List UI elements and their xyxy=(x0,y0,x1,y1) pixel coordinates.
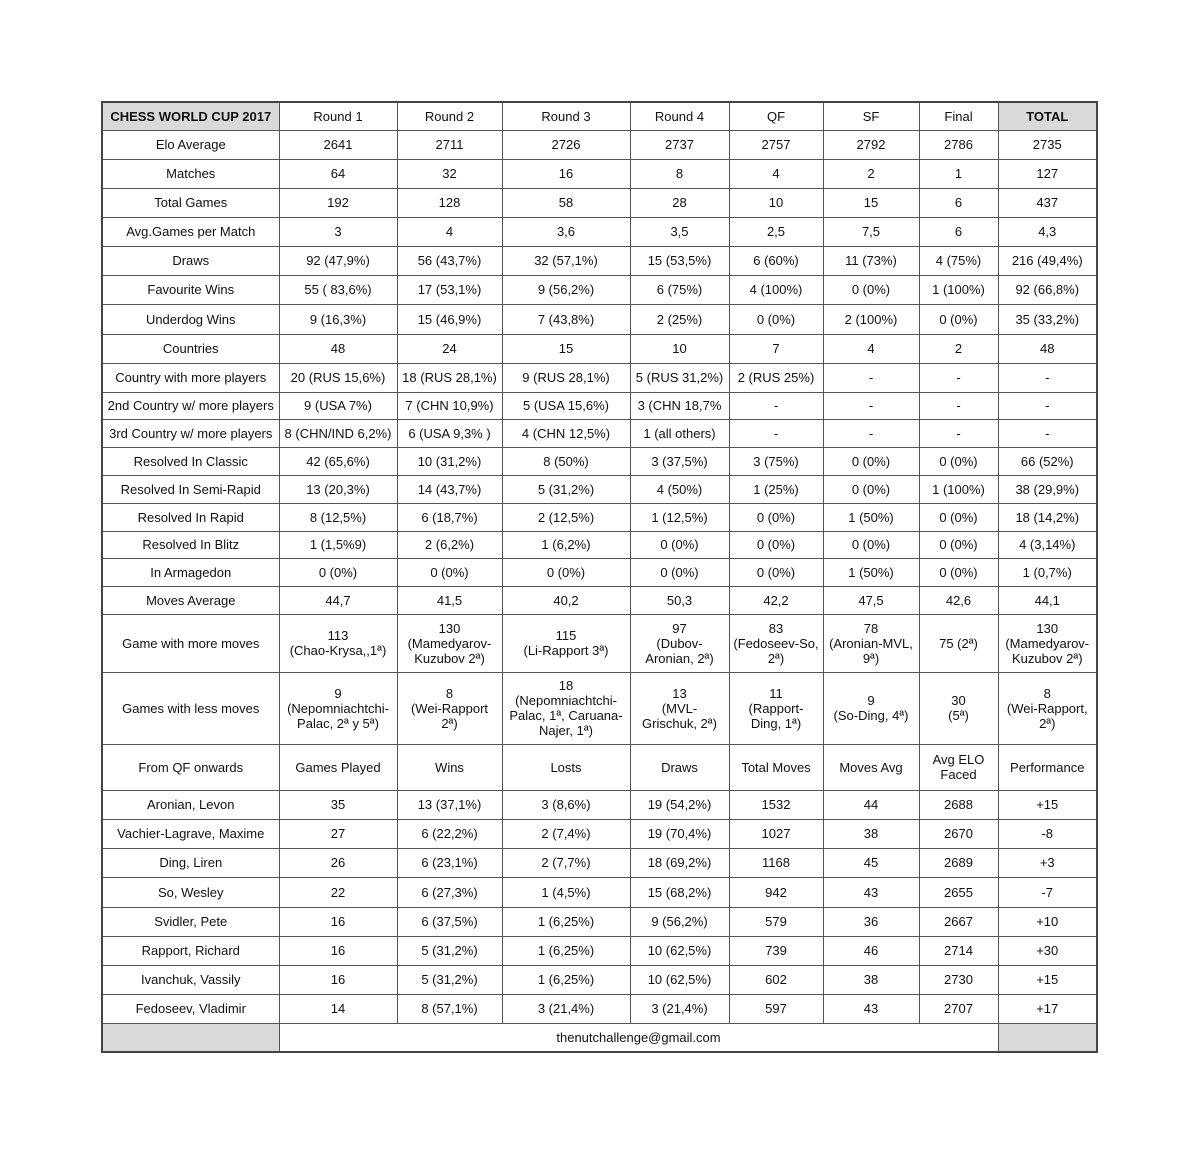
stat-cell: 4 (100%) xyxy=(729,275,823,304)
stat-cell: - xyxy=(919,392,998,419)
column-header: Round 2 xyxy=(397,102,502,130)
row-label: Resolved In Rapid xyxy=(102,503,279,531)
player-stat-cell: 2689 xyxy=(919,848,998,877)
stat-cell: - xyxy=(998,392,1097,419)
player-row xyxy=(102,819,1097,848)
player-stat-cell: 6 (22,2%) xyxy=(397,819,502,848)
stat-cell: 1 xyxy=(919,159,998,188)
stat-cell: 2 (6,2%) xyxy=(397,531,502,558)
stat-cell: - xyxy=(729,419,823,447)
stat-cell: 17 (53,1%) xyxy=(397,275,502,304)
stat-cell: 2 xyxy=(919,334,998,363)
stat-cell: 9 (16,3%) xyxy=(279,304,397,334)
stat-cell: 30 (5ª) xyxy=(919,672,998,744)
player-stat-cell: -7 xyxy=(998,877,1097,907)
stat-cell: 15 xyxy=(823,188,919,217)
qf-header-label: From QF onwards xyxy=(102,744,279,790)
stat-cell: 15 (53,5%) xyxy=(630,246,729,275)
player-stat-cell: 5 (31,2%) xyxy=(397,936,502,965)
stat-cell: 2,5 xyxy=(729,217,823,246)
stat-cell: 2711 xyxy=(397,130,502,159)
column-header: Final xyxy=(919,102,998,130)
stat-row xyxy=(102,586,1097,614)
stat-cell: 4 (75%) xyxy=(919,246,998,275)
stat-cell: 3 xyxy=(279,217,397,246)
row-label: Country with more players xyxy=(102,363,279,392)
player-stat-cell: 1532 xyxy=(729,790,823,819)
stat-cell: 24 xyxy=(397,334,502,363)
player-name: Rapport, Richard xyxy=(102,936,279,965)
stat-cell: 32 xyxy=(397,159,502,188)
player-stat-cell: 2 (7,7%) xyxy=(502,848,630,877)
stat-cell: 7 (43,8%) xyxy=(502,304,630,334)
player-name: So, Wesley xyxy=(102,877,279,907)
stat-row xyxy=(102,447,1097,475)
player-stat-cell: 2730 xyxy=(919,965,998,994)
stat-cell: 42 (65,6%) xyxy=(279,447,397,475)
row-label: Resolved In Blitz xyxy=(102,531,279,558)
stat-cell: 437 xyxy=(998,188,1097,217)
table-body xyxy=(102,102,1097,1052)
stat-cell: 48 xyxy=(279,334,397,363)
player-stat-cell: +10 xyxy=(998,907,1097,936)
stat-cell: 1 (100%) xyxy=(919,275,998,304)
stat-cell: 92 (47,9%) xyxy=(279,246,397,275)
qf-column-header: Losts xyxy=(502,744,630,790)
stat-cell: 41,5 xyxy=(397,586,502,614)
column-header: Round 3 xyxy=(502,102,630,130)
player-stat-cell: 739 xyxy=(729,936,823,965)
player-stat-cell: 8 (57,1%) xyxy=(397,994,502,1023)
stat-cell: 20 (RUS 15,6%) xyxy=(279,363,397,392)
stat-row xyxy=(102,614,1097,672)
stat-row xyxy=(102,159,1097,188)
stat-cell: - xyxy=(823,363,919,392)
row-label: Resolved In Classic xyxy=(102,447,279,475)
stat-cell: 58 xyxy=(502,188,630,217)
stat-cell: 2786 xyxy=(919,130,998,159)
stat-row xyxy=(102,246,1097,275)
qf-column-header: Wins xyxy=(397,744,502,790)
stat-cell: 44,7 xyxy=(279,586,397,614)
player-row xyxy=(102,936,1097,965)
stat-cell: 15 xyxy=(502,334,630,363)
player-row xyxy=(102,877,1097,907)
player-name: Svidler, Pete xyxy=(102,907,279,936)
qf-column-header: Avg ELO Faced xyxy=(919,744,998,790)
stat-cell: 2726 xyxy=(502,130,630,159)
player-stat-cell: 2667 xyxy=(919,907,998,936)
stat-cell: 13 (20,3%) xyxy=(279,475,397,503)
player-stat-cell: 38 xyxy=(823,965,919,994)
player-stat-cell: 942 xyxy=(729,877,823,907)
stat-cell: 10 xyxy=(630,334,729,363)
stat-cell: 2792 xyxy=(823,130,919,159)
row-label: Game with more moves xyxy=(102,614,279,672)
stat-cell: - xyxy=(823,419,919,447)
row-label: Favourite Wins xyxy=(102,275,279,304)
stat-cell: 7 xyxy=(729,334,823,363)
stat-cell: 32 (57,1%) xyxy=(502,246,630,275)
stat-cell: 4 xyxy=(823,334,919,363)
stat-cell: 3,6 xyxy=(502,217,630,246)
stat-cell: 42,2 xyxy=(729,586,823,614)
player-stat-cell: 46 xyxy=(823,936,919,965)
stat-cell: 216 (49,4%) xyxy=(998,246,1097,275)
row-label: Resolved In Semi-Rapid xyxy=(102,475,279,503)
footer-email: thenutchallenge@gmail.com xyxy=(279,1023,998,1052)
stat-cell: 38 (29,9%) xyxy=(998,475,1097,503)
stat-row xyxy=(102,304,1097,334)
player-stat-cell: 22 xyxy=(279,877,397,907)
player-stat-cell: 3 (8,6%) xyxy=(502,790,630,819)
header-row xyxy=(102,102,1097,130)
stat-cell: 4 (3,14%) xyxy=(998,531,1097,558)
stat-cell: 0 (0%) xyxy=(919,447,998,475)
qf-column-header: Games Played xyxy=(279,744,397,790)
player-stat-cell: 6 (27,3%) xyxy=(397,877,502,907)
stat-cell: 4,3 xyxy=(998,217,1097,246)
stat-cell: 5 (USA 15,6%) xyxy=(502,392,630,419)
stat-cell: 2 (RUS 25%) xyxy=(729,363,823,392)
player-stat-cell: 2688 xyxy=(919,790,998,819)
stat-cell: 1 (25%) xyxy=(729,475,823,503)
player-stat-cell: 6 (37,5%) xyxy=(397,907,502,936)
stat-cell: 75 (2ª) xyxy=(919,614,998,672)
qf-column-header: Draws xyxy=(630,744,729,790)
stat-cell: 0 (0%) xyxy=(919,531,998,558)
player-row xyxy=(102,965,1097,994)
row-label: In Armagedon xyxy=(102,558,279,586)
stat-cell: 64 xyxy=(279,159,397,188)
row-label: Countries xyxy=(102,334,279,363)
stat-cell: 97 (Dubov- Aronian, 2ª) xyxy=(630,614,729,672)
player-stat-cell: 1 (6,25%) xyxy=(502,907,630,936)
stat-row xyxy=(102,503,1097,531)
stat-cell: 0 (0%) xyxy=(919,304,998,334)
player-stat-cell: 6 (23,1%) xyxy=(397,848,502,877)
stat-cell: 78 (Aronian-MVL, 9ª) xyxy=(823,614,919,672)
stat-cell: 2 xyxy=(823,159,919,188)
player-stat-cell: 44 xyxy=(823,790,919,819)
player-stat-cell: 45 xyxy=(823,848,919,877)
stat-cell: 1 (12,5%) xyxy=(630,503,729,531)
stat-row xyxy=(102,558,1097,586)
stat-cell: 14 (43,7%) xyxy=(397,475,502,503)
stat-cell: 8 (12,5%) xyxy=(279,503,397,531)
player-stat-cell: 13 (37,1%) xyxy=(397,790,502,819)
stat-cell: 16 xyxy=(502,159,630,188)
stat-row xyxy=(102,363,1097,392)
stat-cell: 92 (66,8%) xyxy=(998,275,1097,304)
stat-cell: 0 (0%) xyxy=(502,558,630,586)
stat-cell: 40,2 xyxy=(502,586,630,614)
column-header: SF xyxy=(823,102,919,130)
column-header: Round 1 xyxy=(279,102,397,130)
stat-cell: 6 (75%) xyxy=(630,275,729,304)
player-stat-cell: 14 xyxy=(279,994,397,1023)
stat-cell: 18 (Nepomniachtchi- Palac, 1ª, Caruana- Najer, 1ª) xyxy=(502,672,630,744)
stat-cell: 2 (100%) xyxy=(823,304,919,334)
stat-cell: 11 (Rapport- Ding, 1ª) xyxy=(729,672,823,744)
player-stat-cell: 2 (7,4%) xyxy=(502,819,630,848)
player-name: Fedoseev, Vladimir xyxy=(102,994,279,1023)
stat-cell: 8 (Wei-Rapport, 2ª) xyxy=(998,672,1097,744)
stat-row xyxy=(102,475,1097,503)
stat-cell: 2737 xyxy=(630,130,729,159)
player-stat-cell: 2707 xyxy=(919,994,998,1023)
stat-cell: 2 (25%) xyxy=(630,304,729,334)
player-stat-cell: +15 xyxy=(998,790,1097,819)
stat-row xyxy=(102,419,1097,447)
stat-cell: 1 (100%) xyxy=(919,475,998,503)
row-label: Draws xyxy=(102,246,279,275)
player-stat-cell: 3 (21,4%) xyxy=(630,994,729,1023)
row-label: 3rd Country w/ more players xyxy=(102,419,279,447)
stat-cell: 28 xyxy=(630,188,729,217)
stat-cell: 0 (0%) xyxy=(729,558,823,586)
stat-cell: 6 (USA 9,3% ) xyxy=(397,419,502,447)
stat-cell: - xyxy=(919,419,998,447)
stat-cell: 115 (Li-Rapport 3ª) xyxy=(502,614,630,672)
stat-cell: 6 (18,7%) xyxy=(397,503,502,531)
stat-cell: 130 (Mamedyarov- Kuzubov 2ª) xyxy=(998,614,1097,672)
stat-cell: 9 (Nepomniachtchi- Palac, 2ª y 5ª) xyxy=(279,672,397,744)
stat-cell: 0 (0%) xyxy=(823,531,919,558)
qf-header-row xyxy=(102,744,1097,790)
stat-row xyxy=(102,392,1097,419)
stat-cell: - xyxy=(998,363,1097,392)
row-label: Underdog Wins xyxy=(102,304,279,334)
stat-row xyxy=(102,672,1097,744)
stat-cell: 3 (75%) xyxy=(729,447,823,475)
stat-cell: 8 (50%) xyxy=(502,447,630,475)
player-stat-cell: 16 xyxy=(279,936,397,965)
row-label: Games with less moves xyxy=(102,672,279,744)
stat-cell: 192 xyxy=(279,188,397,217)
stat-cell: 127 xyxy=(998,159,1097,188)
player-stat-cell: 16 xyxy=(279,965,397,994)
column-header: QF xyxy=(729,102,823,130)
stat-cell: 0 (0%) xyxy=(729,503,823,531)
player-stat-cell: 1168 xyxy=(729,848,823,877)
player-stat-cell: 35 xyxy=(279,790,397,819)
stat-cell: 7,5 xyxy=(823,217,919,246)
player-stat-cell: 10 (62,5%) xyxy=(630,936,729,965)
row-label: Matches xyxy=(102,159,279,188)
stat-cell: 3,5 xyxy=(630,217,729,246)
stat-cell: 44,1 xyxy=(998,586,1097,614)
player-stat-cell: 10 (62,5%) xyxy=(630,965,729,994)
stat-cell: 50,3 xyxy=(630,586,729,614)
stat-cell: 4 (50%) xyxy=(630,475,729,503)
player-stat-cell: +30 xyxy=(998,936,1097,965)
stat-cell: 8 xyxy=(630,159,729,188)
stat-cell: 18 (14,2%) xyxy=(998,503,1097,531)
row-label: 2nd Country w/ more players xyxy=(102,392,279,419)
stat-cell: 56 (43,7%) xyxy=(397,246,502,275)
column-header-total: TOTAL xyxy=(998,102,1097,130)
stat-cell: 8 (CHN/IND 6,2%) xyxy=(279,419,397,447)
stat-cell: 35 (33,2%) xyxy=(998,304,1097,334)
column-header: Round 4 xyxy=(630,102,729,130)
stat-cell: 0 (0%) xyxy=(729,304,823,334)
stat-cell: 1 (all others) xyxy=(630,419,729,447)
stat-cell: 1 (6,2%) xyxy=(502,531,630,558)
stat-cell: 4 (CHN 12,5%) xyxy=(502,419,630,447)
player-name: Vachier-Lagrave, Maxime xyxy=(102,819,279,848)
row-label: Total Games xyxy=(102,188,279,217)
player-stat-cell: 27 xyxy=(279,819,397,848)
stat-cell: 66 (52%) xyxy=(998,447,1097,475)
stat-cell: 0 (0%) xyxy=(279,558,397,586)
footer-right-cell xyxy=(998,1023,1097,1052)
player-stat-cell: 1027 xyxy=(729,819,823,848)
stat-cell: 2641 xyxy=(279,130,397,159)
stat-cell: 2757 xyxy=(729,130,823,159)
player-stat-cell: 2714 xyxy=(919,936,998,965)
stat-cell: 0 (0%) xyxy=(630,531,729,558)
player-stat-cell: 43 xyxy=(823,877,919,907)
player-stat-cell: 597 xyxy=(729,994,823,1023)
player-stat-cell: +3 xyxy=(998,848,1097,877)
qf-column-header: Total Moves xyxy=(729,744,823,790)
player-name: Ding, Liren xyxy=(102,848,279,877)
player-stat-cell: 15 (68,2%) xyxy=(630,877,729,907)
stat-row xyxy=(102,130,1097,159)
player-name: Ivanchuk, Vassily xyxy=(102,965,279,994)
stat-cell: 4 xyxy=(397,217,502,246)
row-label: Avg.Games per Match xyxy=(102,217,279,246)
stat-cell: 0 (0%) xyxy=(823,275,919,304)
table-title: CHESS WORLD CUP 2017 xyxy=(102,102,279,130)
stat-row xyxy=(102,334,1097,363)
player-stat-cell: 3 (21,4%) xyxy=(502,994,630,1023)
stat-cell: 13 (MVL- Grischuk, 2ª) xyxy=(630,672,729,744)
stat-cell: 6 xyxy=(919,188,998,217)
stat-cell: 10 (31,2%) xyxy=(397,447,502,475)
qf-column-header: Performance xyxy=(998,744,1097,790)
stat-cell: 0 (0%) xyxy=(823,447,919,475)
stat-cell: 3 (37,5%) xyxy=(630,447,729,475)
player-stat-cell: 1 (6,25%) xyxy=(502,965,630,994)
footer-left-cell xyxy=(102,1023,279,1052)
player-stat-cell: 16 xyxy=(279,907,397,936)
footer-row xyxy=(102,1023,1097,1052)
player-stat-cell: 43 xyxy=(823,994,919,1023)
stat-cell: 7 (CHN 10,9%) xyxy=(397,392,502,419)
stat-cell: - xyxy=(823,392,919,419)
stat-cell: 4 xyxy=(729,159,823,188)
stat-cell: 2735 xyxy=(998,130,1097,159)
stat-cell: 0 (0%) xyxy=(729,531,823,558)
stat-cell: 1 (0,7%) xyxy=(998,558,1097,586)
stat-row xyxy=(102,217,1097,246)
player-stat-cell: 2655 xyxy=(919,877,998,907)
stat-cell: 113 (Chao-Krysa,,1ª) xyxy=(279,614,397,672)
stat-cell: 10 xyxy=(729,188,823,217)
stat-cell: 130 (Mamedyarov- Kuzubov 2ª) xyxy=(397,614,502,672)
stat-cell: 6 (60%) xyxy=(729,246,823,275)
stat-cell: 1 (50%) xyxy=(823,558,919,586)
stat-cell: 8 (Wei-Rapport 2ª) xyxy=(397,672,502,744)
stat-cell: 3 (CHN 18,7% xyxy=(630,392,729,419)
stat-cell: 11 (73%) xyxy=(823,246,919,275)
stat-cell: 42,6 xyxy=(919,586,998,614)
stat-cell: 9 (RUS 28,1%) xyxy=(502,363,630,392)
stat-cell: 48 xyxy=(998,334,1097,363)
stat-row xyxy=(102,275,1097,304)
player-stat-cell: -8 xyxy=(998,819,1097,848)
player-stat-cell: +15 xyxy=(998,965,1097,994)
player-stat-cell: 9 (56,2%) xyxy=(630,907,729,936)
player-stat-cell: 2670 xyxy=(919,819,998,848)
stat-cell: - xyxy=(729,392,823,419)
stat-cell: 9 (So-Ding, 4ª) xyxy=(823,672,919,744)
row-label: Moves Average xyxy=(102,586,279,614)
stat-cell: 47,5 xyxy=(823,586,919,614)
stat-cell: 9 (USA 7%) xyxy=(279,392,397,419)
stat-cell: 0 (0%) xyxy=(630,558,729,586)
player-row xyxy=(102,994,1097,1023)
player-stat-cell: 19 (70,4%) xyxy=(630,819,729,848)
stat-cell: 2 (12,5%) xyxy=(502,503,630,531)
stat-cell: 15 (46,9%) xyxy=(397,304,502,334)
stat-cell: - xyxy=(998,419,1097,447)
stat-cell: 0 (0%) xyxy=(919,503,998,531)
player-row xyxy=(102,907,1097,936)
stat-cell: - xyxy=(919,363,998,392)
player-stat-cell: 19 (54,2%) xyxy=(630,790,729,819)
stat-cell: 0 (0%) xyxy=(823,475,919,503)
player-stat-cell: 38 xyxy=(823,819,919,848)
stat-cell: 1 (50%) xyxy=(823,503,919,531)
player-stat-cell: 1 (6,25%) xyxy=(502,936,630,965)
chess-world-cup-stats-table xyxy=(101,101,1098,1053)
player-stat-cell: 18 (69,2%) xyxy=(630,848,729,877)
stat-cell: 83 (Fedoseev-So, 2ª) xyxy=(729,614,823,672)
stat-cell: 1 (1,5%9) xyxy=(279,531,397,558)
player-stat-cell: 36 xyxy=(823,907,919,936)
player-row xyxy=(102,790,1097,819)
player-row xyxy=(102,848,1097,877)
stat-cell: 18 (RUS 28,1%) xyxy=(397,363,502,392)
stat-cell: 5 (31,2%) xyxy=(502,475,630,503)
player-stat-cell: 5 (31,2%) xyxy=(397,965,502,994)
player-name: Aronian, Levon xyxy=(102,790,279,819)
player-stat-cell: +17 xyxy=(998,994,1097,1023)
stat-cell: 128 xyxy=(397,188,502,217)
row-label: Elo Average xyxy=(102,130,279,159)
player-stat-cell: 579 xyxy=(729,907,823,936)
stat-cell: 0 (0%) xyxy=(919,558,998,586)
stat-cell: 9 (56,2%) xyxy=(502,275,630,304)
qf-column-header: Moves Avg xyxy=(823,744,919,790)
stat-cell: 0 (0%) xyxy=(397,558,502,586)
stat-cell: 55 ( 83,6%) xyxy=(279,275,397,304)
player-stat-cell: 602 xyxy=(729,965,823,994)
stat-cell: 6 xyxy=(919,217,998,246)
player-stat-cell: 26 xyxy=(279,848,397,877)
stat-row xyxy=(102,188,1097,217)
stat-cell: 5 (RUS 31,2%) xyxy=(630,363,729,392)
player-stat-cell: 1 (4,5%) xyxy=(502,877,630,907)
stat-row xyxy=(102,531,1097,558)
